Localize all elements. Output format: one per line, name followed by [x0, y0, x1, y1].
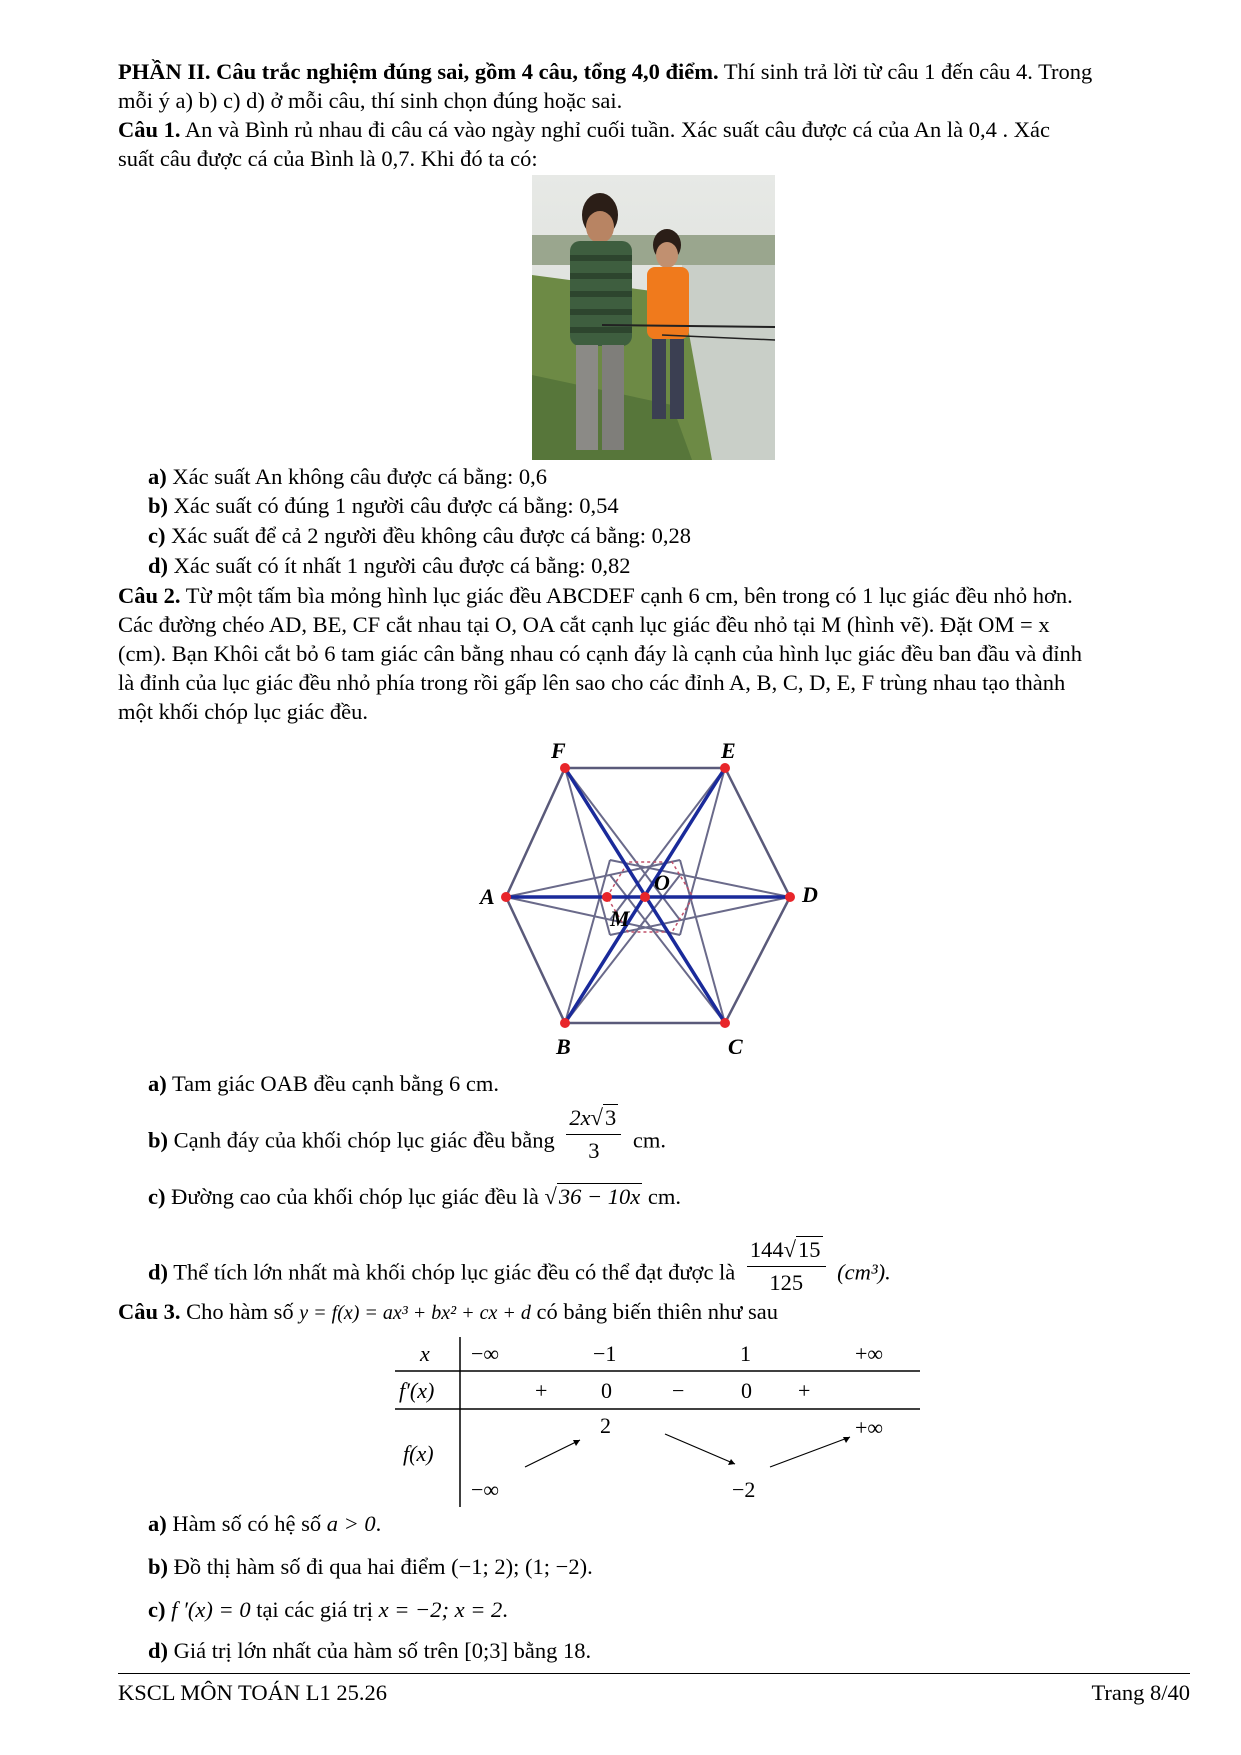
q1-line1 — [118, 116, 1190, 144]
q2-d-unit: (cm³). — [837, 1259, 891, 1285]
label-C: C — [728, 1034, 743, 1059]
q2-option-b-text: Cạnh đáy của khối chóp lục giác đều bằng — [168, 1127, 555, 1153]
q2-b-den: 3 — [588, 1138, 600, 1163]
vt-x-2: 1 — [740, 1341, 751, 1366]
q2-option-b-label: b) — [148, 1127, 169, 1153]
q3-option-a-tail: . — [375, 1511, 382, 1536]
vt-f-max: 2 — [600, 1413, 611, 1438]
q1-option-a-text: Xác suất An không câu được cá bằng: 0,6 — [166, 464, 547, 489]
q2-option-a — [148, 1070, 499, 1098]
q3-option-a-math: a > 0 — [326, 1511, 376, 1536]
q1-option-c — [148, 522, 691, 550]
q2-b-num-pre: 2x — [569, 1105, 591, 1130]
q3-option-d-text: Giá trị lớn nhất của hàm số trên — [168, 1638, 459, 1663]
hexagon-figure — [470, 740, 830, 1075]
part-heading-line1 — [118, 58, 1190, 86]
q3-option-a-text: Hàm số có hệ số — [166, 1511, 322, 1536]
q3-text-pre: Cho hàm số — [180, 1299, 294, 1324]
q1-option-a-label: a) — [148, 464, 167, 489]
q2-label: Câu 2. — [118, 583, 181, 608]
q3-text-post: có bảng biến thiên như sau — [536, 1299, 779, 1324]
q3-option-d-math: [0;3] — [464, 1638, 508, 1663]
q1-option-b-label: b) — [148, 493, 169, 518]
vt-f-start: −∞ — [471, 1477, 500, 1502]
footer-exam-name: KSCL MÔN TOÁN L1 25.26 — [118, 1680, 387, 1705]
variation-table — [395, 1337, 920, 1507]
vt-sign-4: + — [798, 1378, 811, 1403]
q3-line1 — [118, 1298, 1190, 1327]
part-heading-line2: mỗi ý a) b) c) d) ở mỗi câu, thí sinh chọn đúng hoặc sai. — [118, 88, 623, 113]
q3-option-b-tail: . — [587, 1554, 593, 1579]
q2-option-d — [148, 1237, 891, 1305]
q2-c-rad: 36 − 10x — [558, 1184, 641, 1209]
q3-option-d-label: d) — [148, 1638, 169, 1663]
q2-line2: Các đường chéo AD, BE, CF cắt nhau tại O, OA cắt cạnh lục giác đều nhỏ tại M (hình vẽ). Đặt OM = x — [118, 612, 1050, 637]
q1-line2: suất câu được cá của Bình là 0,7. Khi đó ta có: — [118, 146, 538, 171]
q1-label: Câu 1. — [118, 117, 181, 142]
q2-line1 — [118, 582, 1190, 610]
label-M: M — [610, 906, 630, 931]
q1-option-b — [148, 492, 619, 520]
q3-option-b-text: Đồ thị hàm số đi qua hai điểm — [168, 1554, 446, 1579]
q3-option-a — [148, 1510, 381, 1538]
q3-formula: y = f(x) = ax³ + bx² + cx + d — [299, 1302, 531, 1324]
q2-option-d-label: d) — [148, 1259, 169, 1285]
fishing-photo — [532, 175, 775, 460]
q3-option-b — [148, 1553, 593, 1581]
vt-sign-0: + — [535, 1378, 548, 1403]
q2-option-c-text: Đường cao của khối chóp lục giác đều là — [165, 1184, 539, 1209]
vt-x-1: −1 — [593, 1341, 617, 1366]
vt-x-0: −∞ — [471, 1341, 500, 1366]
q3-option-d-tail: bằng 18. — [507, 1638, 592, 1663]
q3-option-c-mid: tại các giá trị — [250, 1597, 379, 1622]
footer-page-number: Trang 8/40 — [1091, 1680, 1190, 1705]
q2-d-den: 125 — [769, 1270, 804, 1295]
label-O: O — [654, 870, 670, 895]
label-E: E — [721, 740, 736, 763]
vt-sign-2: − — [672, 1378, 685, 1403]
part-heading-normal: Thí sinh trả lời từ câu 1 đến câu 4. Trong — [718, 59, 1093, 84]
q1-option-c-text: Xác suất để cả 2 người đều không câu được cá bằng: 0,28 — [165, 523, 692, 548]
q3-option-c-label: c) — [148, 1597, 166, 1622]
q1-option-c-label: c) — [148, 523, 166, 548]
q3-option-b-math: (−1; 2); (1; −2) — [451, 1554, 588, 1579]
label-F: F — [551, 740, 566, 763]
vt-fprime-label: f′(x) — [399, 1378, 435, 1403]
q3-option-a-label: a) — [148, 1511, 167, 1536]
q2-option-d-text: Thể tích lớn nhất mà khối chóp lục giác đều có thể đạt được là — [168, 1259, 736, 1285]
vt-sign-1: 0 — [601, 1378, 612, 1403]
label-B: B — [556, 1034, 571, 1059]
q3-option-c — [148, 1596, 508, 1624]
q2-c-unit: cm. — [647, 1184, 681, 1209]
q2-text1: Từ một tấm bìa mỏng hình lục giác đều ABCDEF cạnh 6 cm, bên trong có 1 lục giác đều nhỏ hơn. — [180, 583, 1073, 608]
q2-option-d-fraction: $\frac{144√15}{125}$ — [747, 1236, 826, 1297]
q2-b-unit: cm. — [632, 1127, 667, 1153]
q1-option-a — [148, 463, 547, 491]
q3-option-c-tail: . — [502, 1597, 508, 1622]
q2-d-num-pre: 144 — [749, 1237, 784, 1262]
footer-divider — [118, 1673, 1190, 1674]
vt-f-min: −2 — [732, 1477, 756, 1502]
vt-sign-3: 0 — [741, 1378, 752, 1403]
q1-option-d-text: Xác suất có ít nhất 1 người câu được cá bằng: 0,82 — [168, 553, 631, 578]
q3-label: Câu 3. — [118, 1299, 181, 1324]
q2-option-b — [148, 1105, 667, 1173]
label-A: A — [480, 884, 495, 909]
q2-line4: là đỉnh của lục giác đều nhỏ phía trong rồi gấp lên sao cho các đỉnh A, B, C, D, E, F trùng nhau tạo thành — [118, 670, 1066, 695]
q2-d-num-rad: 15 — [798, 1237, 821, 1262]
vt-x-3: +∞ — [855, 1341, 884, 1366]
q2-option-c-label: c) — [148, 1184, 166, 1209]
q2-line3: (cm). Bạn Khôi cắt bỏ 6 tam giác cân bằng nhau có cạnh đáy là cạnh của hình lục giác đều ban đầu và đỉnh — [118, 641, 1083, 666]
q2-option-c: c) Đường cao của khối chóp lục giác đều là √36 − 10x cm. — [148, 1184, 681, 1209]
q1-option-d-label: d) — [148, 553, 169, 578]
part-heading-bold: PHẦN II. Câu trắc nghiệm đúng sai, gồm 4 câu, tổng 4,0 điểm. — [118, 59, 719, 84]
q2-option-b-fraction: $\frac{2x√3}{3}$ — [566, 1104, 621, 1165]
vt-f-label: f(x) — [403, 1441, 434, 1466]
q1-option-d — [148, 552, 630, 580]
q3-option-b-label: b) — [148, 1554, 169, 1579]
q1-option-b-text: Xác suất có đúng 1 người câu được cá bằng: 0,54 — [168, 493, 619, 518]
q1-text1: An và Bình rủ nhau đi câu cá vào ngày nghỉ cuối tuần. Xác suất câu được cá của An là 0,4 . Xác — [180, 117, 1050, 142]
q3-option-c-math: f ′(x) = 0 — [171, 1597, 251, 1622]
label-D: D — [802, 882, 818, 907]
q2-option-a-label: a) — [148, 1071, 167, 1096]
q2-option-a-text: Tam giác OAB đều cạnh bằng 6 cm. — [166, 1071, 500, 1096]
q3-option-c-math2: x = −2; x = 2 — [378, 1597, 503, 1622]
vt-x-label: x — [420, 1341, 430, 1366]
q2-line5: một khối chóp lục giác đều. — [118, 699, 368, 724]
q3-option-d — [148, 1637, 591, 1665]
q2-b-num-rad: 3 — [605, 1105, 617, 1130]
vt-f-end: +∞ — [855, 1415, 884, 1440]
